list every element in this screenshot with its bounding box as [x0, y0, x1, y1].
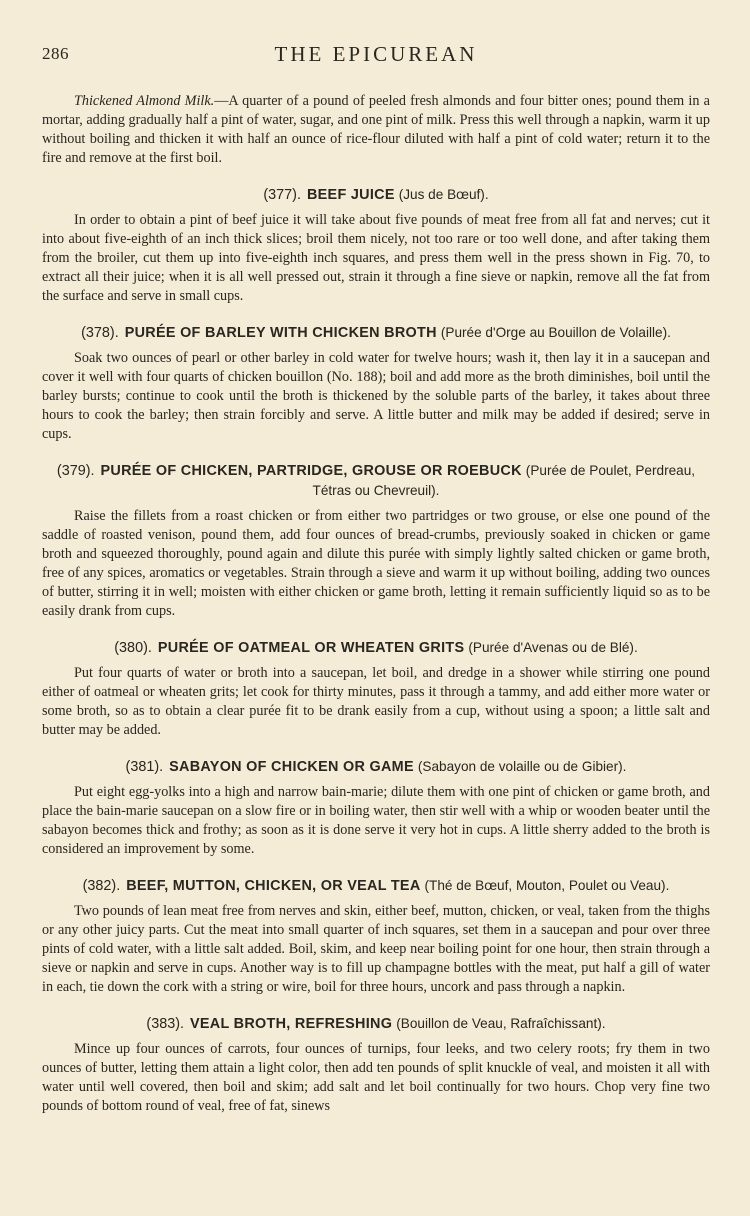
recipe-heading: SABAYON OF CHICKEN OR GAME	[169, 759, 414, 775]
recipe-number: (383).	[146, 1016, 185, 1032]
recipe-french-name: (Sabayon de volaille ou de Gibier).	[417, 759, 627, 774]
recipe-number: (379).	[56, 463, 95, 479]
recipe-heading: BEEF JUICE	[306, 187, 395, 203]
recipe-title	[42, 1014, 710, 1034]
recipe-title	[42, 876, 710, 896]
intro-name: Thickened Almond Milk.	[74, 93, 215, 109]
recipe-number: (378).	[81, 325, 119, 341]
recipe-title	[42, 757, 710, 777]
recipe-380	[42, 638, 710, 740]
recipe-body: Put eight egg-yolks into a high and narrow bain-marie; dilute them with one pint of chicken or game broth, and place the bain-marie saucepan on a slow fire or in boiling water, then stir well with a whip or wooden beater until the sabayon becomes thick and frothy; as soon as it is done serve it very hot in cups. A little sherry added to the broth is considered an improvement by some.	[42, 784, 710, 857]
recipe-french-name: (Jus de Bœuf).	[398, 187, 489, 202]
recipe-379	[42, 461, 710, 621]
recipe-heading: VEAL BROTH, REFRESHING	[190, 1016, 393, 1032]
recipe-383	[42, 1014, 710, 1116]
recipe-title	[42, 185, 710, 205]
recipe-body: Soak two ounces of pearl or other barley in cold water for twelve hours; wash it, then lay it in a saucepan and cover it well with four quarts of chicken bouillon (No. 188); boil and add more as the broth diminishes, boil until the barley bursts; continue to cook until the broth is thickened by the soluble parts of the barley, it takes about three hours to cook the barley; then strain forcibly and serve. A little butter and milk may be added if desired; serve in cups.	[42, 350, 710, 442]
recipe-382	[42, 876, 710, 997]
recipe-french-name: (Purée d'Avenas ou de Blé).	[468, 640, 638, 655]
recipe-number: (382).	[82, 878, 121, 894]
recipe-french-name: (Purée d'Orge au Bouillon de Volaille).	[440, 325, 671, 340]
recipe-body: Put four quarts of water or broth into a saucepan, let boil, and dredge in a shower while stirring one pound either of oatmeal or wheaten grits; let cook for thirty minutes, pass it through a tammy, and add either more water or some broth, so as to obtain a clear purée fit to be drank easily from a cup, without using a spoon; a little salt and butter may be added.	[42, 665, 710, 738]
page-header	[42, 40, 710, 70]
recipe-body: Raise the fillets from a roast chicken or from either two partridges or two grouse, or else one pound of the saddle of roasted venison, pound them, add four ounces of bread-crumbs, previously soaked in chicken or game broth and squeezed thoroughly, pound again and dilute this purée with simply lightly salted chicken or game broth, free of any spices, aromatics or vegetables. Strain through a sieve and warm it up without boiling, adding two ounces of butter, stirring it in well; moisten with either chicken or game broth, letting it remain sufficiently liquid so as to be easily drank from cups.	[42, 508, 710, 619]
recipe-heading: PURÉE OF CHICKEN, PARTRIDGE, GROUSE OR ROEBUCK	[100, 463, 522, 479]
intro-paragraph	[42, 92, 710, 168]
recipe-title	[42, 461, 710, 501]
recipe-body: Mince up four ounces of carrots, four ounces of turnips, four leeks, and two celery roots; fry them in two ounces of butter, letting them attain a light color, then add ten pounds of split knuckle of veal, and moisten it all with water until well covered, then boil and skim; add salt and let boil continually for two hours. Chop very fine two pounds of bottom round of veal, free of fat, sinews	[42, 1041, 710, 1114]
recipe-french-name: (Purée de Poulet, Perdreau, Tétras ou Chevreuil).	[312, 463, 696, 498]
intro-text: —A quarter of a pound of peeled fresh almonds and four bitter ones; pound them in a mortar, adding gradually half a pint of water, sugar, and one pint of milk. Press this well through a napkin, warm it up without boiling and thicken it with half an ounce of rice-flour diluted with half a pint of cold water; return it to the fire and remove at the first boil.	[42, 93, 710, 166]
recipe-number: (377).	[263, 187, 301, 203]
recipe-title	[42, 323, 710, 343]
recipe-title	[42, 638, 710, 658]
recipe-heading: PURÉE OF OATMEAL OR WHEATEN GRITS	[157, 640, 465, 656]
recipe-heading: PURÉE OF BARLEY WITH CHICKEN BROTH	[124, 325, 437, 341]
recipe-number: (381).	[125, 759, 164, 775]
recipe-number: (380).	[114, 640, 152, 656]
recipe-french-name: (Bouillon de Veau, Rafraîchissant).	[396, 1016, 606, 1031]
recipe-heading: BEEF, MUTTON, CHICKEN, OR VEAL TEA	[126, 878, 421, 894]
recipe-body: Two pounds of lean meat free from nerves and skin, either beef, mutton, chicken, or veal, taken from the thighs or any other juicy parts. Cut the meat into small quarter of inch squares, set them in a saucepan and pour over three pints of cold water, with a little salt added. Boil, skim, and keep near boiling point for one hour, then strain through a sieve or napkin and serve in cups. Another way is to fill up champagne bottles with the meat, put half a gill of water in each, tie down the cork with a string or wire, boil for three hours, uncork and pass through a napkin.	[42, 903, 710, 995]
page-number: 286	[42, 44, 69, 63]
recipe-378	[42, 323, 710, 444]
recipe-body: In order to obtain a pint of beef juice it will take about five pounds of meat free from all fat and nerves; cut it into about five-eighth of an inch thick slices; broil them nicely, not too rare or too well done, and after taking them from the broiler, cut them up into five-eighth inch squares, and press them well in the press shown in Fig. 70, to extract all their juice; when it is all well pressed out, strain it through a fine sieve or napkin, remove all the fat from the surface and serve in small cups.	[42, 212, 710, 304]
running-title: THE EPICUREAN	[274, 42, 478, 66]
recipe-377	[42, 185, 710, 306]
recipe-381	[42, 757, 710, 859]
recipe-french-name: (Thé de Bœuf, Mouton, Poulet ou Veau).	[424, 878, 670, 893]
